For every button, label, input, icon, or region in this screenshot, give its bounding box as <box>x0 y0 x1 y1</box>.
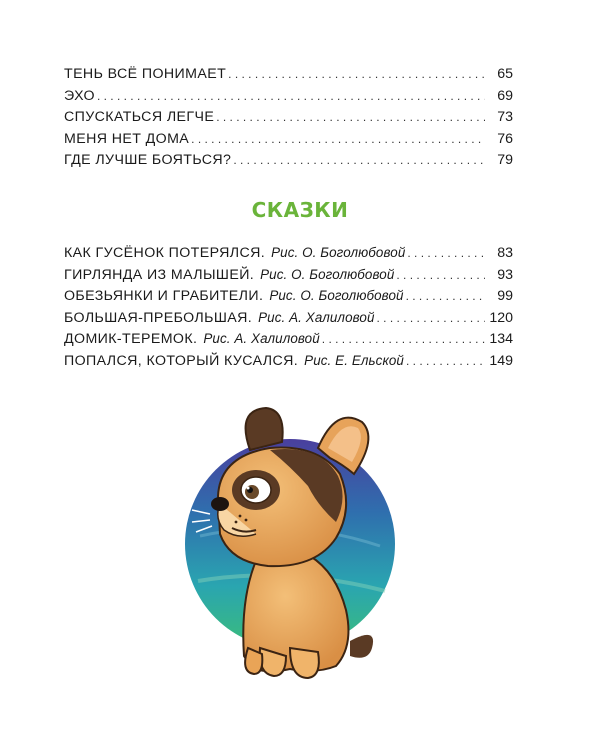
toc-list-fairy-tales <box>64 242 513 372</box>
toc-entry-title: СПУСКАТЬСЯ ЛЕГЧЕ <box>64 109 215 126</box>
toc-entry-page: 134 <box>489 331 513 348</box>
dot-leader <box>407 243 485 265</box>
toc-entry[interactable] <box>64 350 513 372</box>
toc-entry[interactable] <box>64 64 513 86</box>
toc-entry-page: 83 <box>497 245 513 261</box>
dot-leader <box>406 351 485 373</box>
toc-entry[interactable] <box>64 150 513 172</box>
toc-entry-page: 149 <box>489 352 513 369</box>
toc-entry-page: 73 <box>497 109 513 126</box>
dot-leader <box>377 308 485 330</box>
toc-entry-title: БОЛЬШАЯ-ПРЕБОЛЬШАЯ. <box>64 309 253 326</box>
toc-entry-title: ЭХО <box>64 87 95 104</box>
toc-entry-page: 69 <box>497 87 513 104</box>
section-title: СКАЗКИ <box>251 198 349 222</box>
toc-entry-illustrator: Рис. О. Боголюбовой <box>271 245 406 260</box>
toc-entry-page: 120 <box>489 309 513 326</box>
toc-list-top <box>64 64 513 172</box>
toc-entry[interactable] <box>64 129 513 151</box>
dot-leader <box>191 129 485 151</box>
toc-entry-title: ПОПАЛСЯ, КОТОРЫЙ КУСАЛСЯ. <box>64 352 299 369</box>
toc-entry[interactable] <box>64 242 513 264</box>
toc-entry[interactable] <box>64 307 513 329</box>
toc-entry-page: 79 <box>497 152 513 169</box>
dot-leader <box>216 107 485 129</box>
toc-entry-illustrator: Рис. О. Боголюбовой <box>269 288 404 304</box>
toc-entry-title: ОБЕЗЬЯНКИ И ГРАБИТЕЛИ. <box>64 288 264 305</box>
toc-entry-illustrator: Рис. А. Халиловой <box>258 309 375 325</box>
toc-entry-title: КАК ГУСЁНОК ПОТЕРЯЛСЯ. <box>64 245 266 261</box>
toc-entry-page: 65 <box>497 66 513 82</box>
toc-entry[interactable] <box>64 264 513 286</box>
toc-entry[interactable] <box>64 328 513 350</box>
toc-entry-title: ДОМИК-ТЕРЕМОК. <box>64 331 198 348</box>
toc-entry-illustrator: Рис. А. Халиловой <box>203 331 320 347</box>
toc-entry[interactable] <box>64 107 513 129</box>
dot-leader <box>406 286 485 308</box>
toc-entry-illustrator: Рис. Е. Ельской <box>304 352 404 368</box>
puppy-illustration <box>140 386 440 706</box>
toc-entry-title: ТЕНЬ ВСЁ ПОНИМАЕТ <box>64 66 227 82</box>
toc-entry-page: 99 <box>497 288 513 305</box>
toc-entry-title: ГИРЛЯНДА ИЗ МАЛЫШЕЙ. <box>64 266 255 283</box>
toc-entry[interactable] <box>64 285 513 307</box>
dot-leader <box>396 265 485 287</box>
toc-entry-page: 93 <box>497 266 513 283</box>
dot-leader <box>322 329 485 351</box>
toc-entry-title: ГДЕ ЛУЧШЕ БОЯТЬСЯ? <box>64 152 232 169</box>
dot-leader <box>233 150 485 172</box>
toc-entry-title: МЕНЯ НЕТ ДОМА <box>64 130 190 147</box>
toc-entry-illustrator: Рис. О. Боголюбовой <box>260 266 395 282</box>
dot-leader <box>228 64 485 86</box>
dot-leader <box>97 86 485 108</box>
toc-entry[interactable] <box>64 86 513 108</box>
toc-entry-page: 76 <box>497 130 513 147</box>
